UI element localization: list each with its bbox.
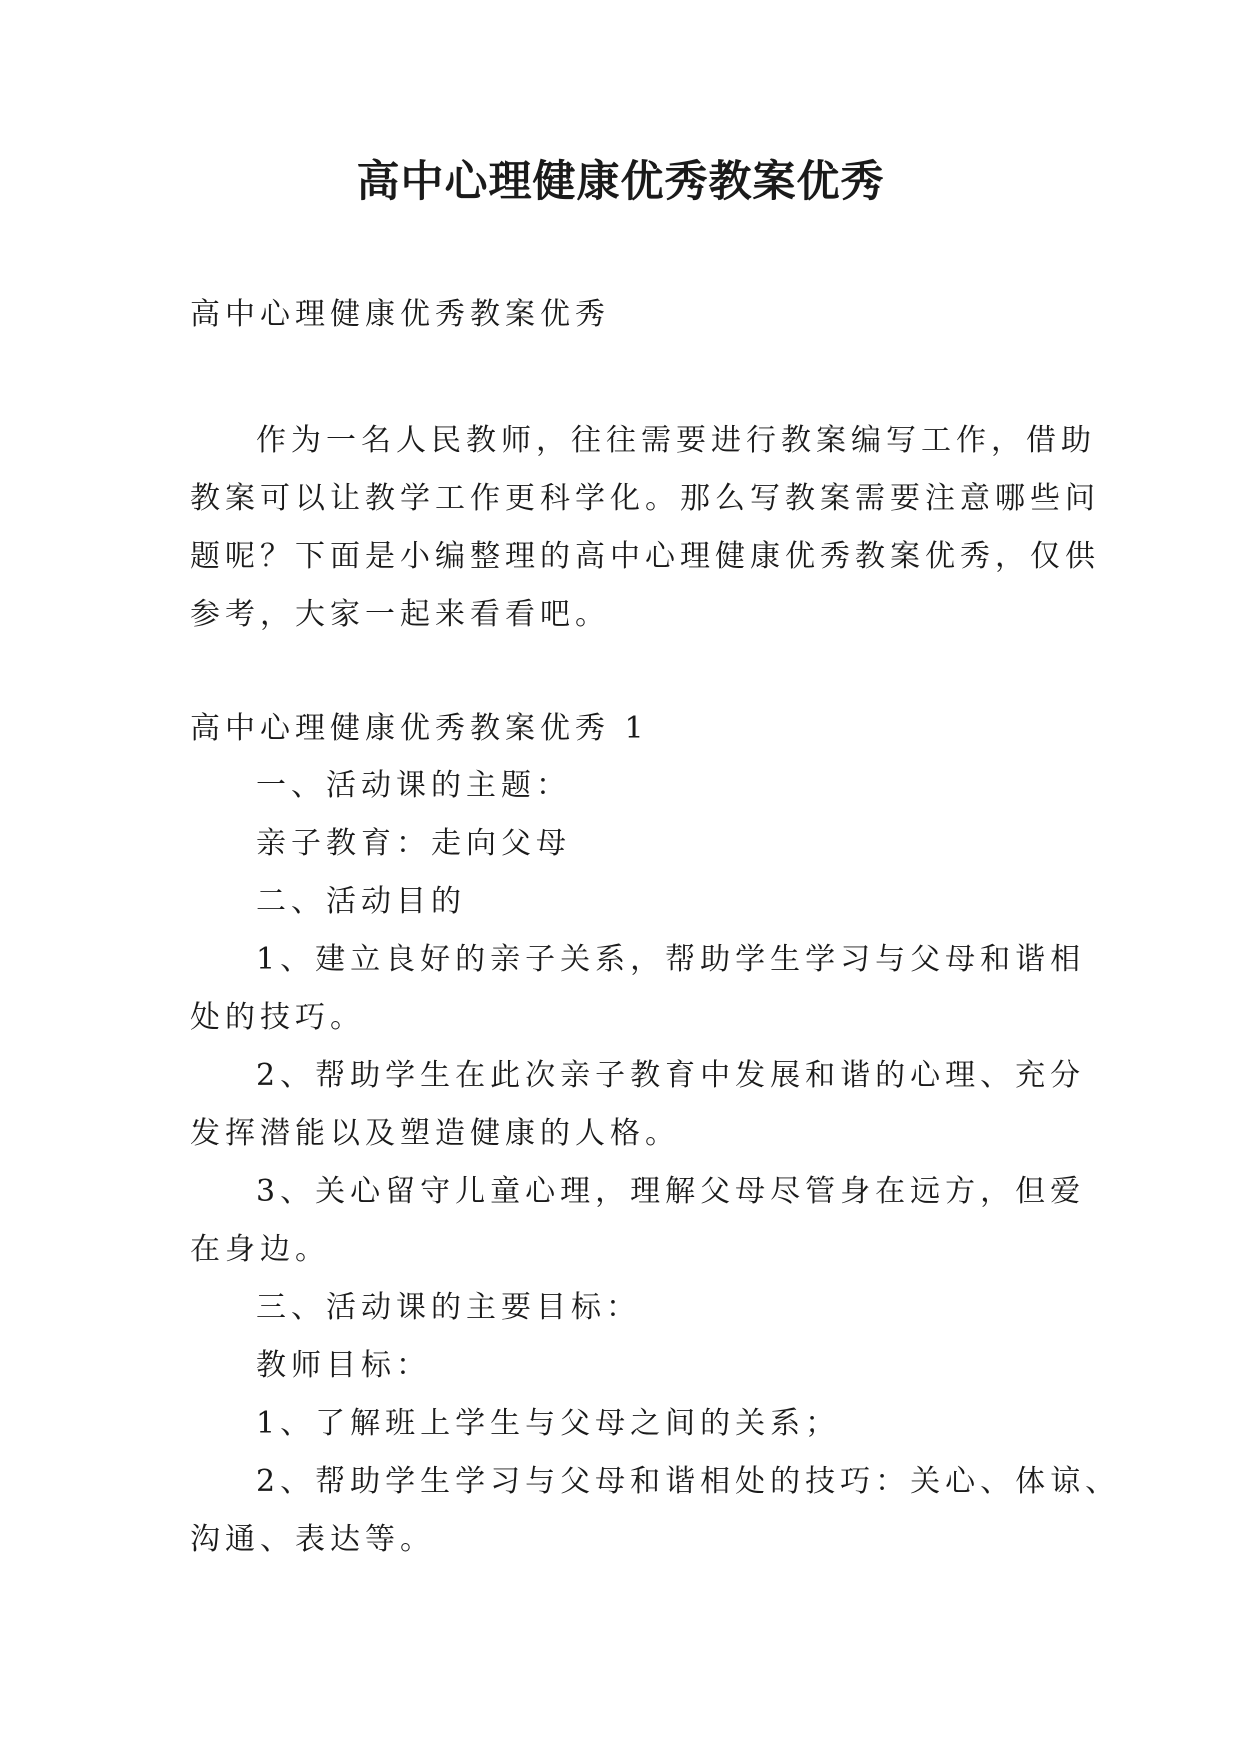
content-line-11: 教师目标： xyxy=(256,1348,431,1383)
document-subtitle: 高中心理健康优秀教案优秀 xyxy=(190,297,610,332)
content-line-12: 1、了解班上学生与父母之间的关系； xyxy=(256,1406,841,1441)
content-line-4: 1、建立良好的亲子关系，帮助学生学习与父母和谐相 xyxy=(256,942,1086,977)
content-line-6: 2、帮助学生在此次亲子教育中发展和谐的心理、充分 xyxy=(256,1058,1086,1093)
document-title: 高中心理健康优秀教案优秀 xyxy=(356,157,885,207)
content-line-9: 在身边。 xyxy=(190,1232,330,1267)
content-line-3: 二、活动目的 xyxy=(256,884,466,919)
content-line-1: 一、活动课的主题： xyxy=(256,768,571,803)
intro-line-1: 作为一名人民教师，往往需要进行教案编写工作，借助 xyxy=(256,423,1096,458)
content-line-2: 亲子教育：走向父母 xyxy=(256,826,571,861)
content-line-5: 处的技巧。 xyxy=(190,1000,365,1035)
intro-line-4: 参考，大家一起来看看吧。 xyxy=(190,597,610,632)
intro-line-3: 题呢？下面是小编整理的高中心理健康优秀教案优秀，仅供 xyxy=(190,539,1100,574)
content-line-7: 发挥潜能以及塑造健康的人格。 xyxy=(190,1116,680,1151)
content-line-13: 2、帮助学生学习与父母和谐相处的技巧：关心、体谅、 xyxy=(256,1464,1121,1499)
section-heading: 高中心理健康优秀教案优秀 1 xyxy=(190,711,649,746)
intro-line-2: 教案可以让教学工作更科学化。那么写教案需要注意哪些问 xyxy=(190,481,1100,516)
content-line-10: 三、活动课的主要目标： xyxy=(256,1290,641,1325)
content-line-14: 沟通、表达等。 xyxy=(190,1522,435,1557)
content-line-8: 3、关心留守儿童心理，理解父母尽管身在远方，但爱 xyxy=(256,1174,1086,1209)
